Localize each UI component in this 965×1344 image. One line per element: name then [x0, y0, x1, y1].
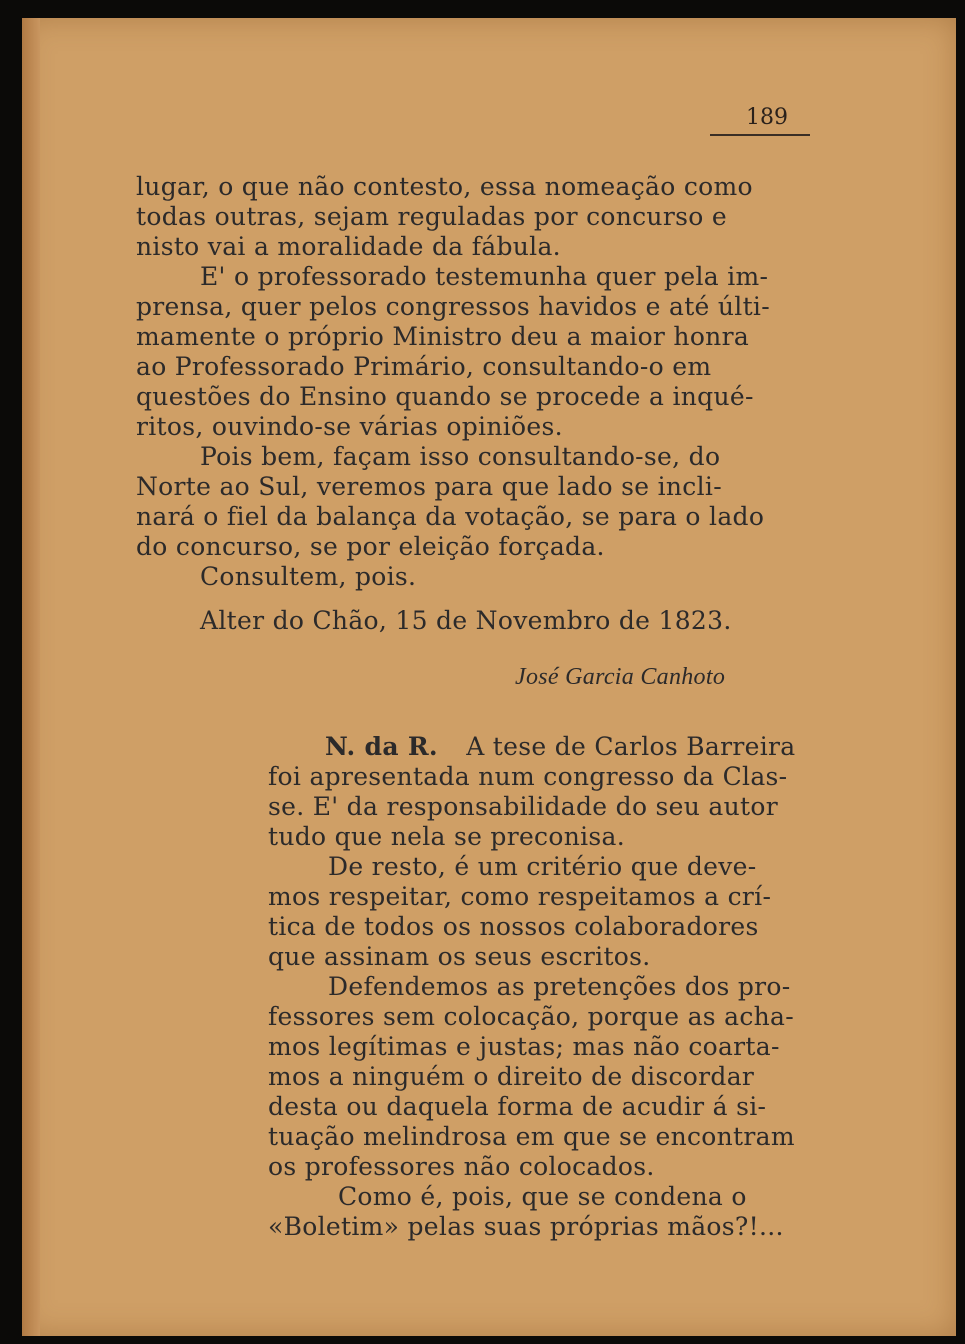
place-date: Alter do Chão, 15 de Novembro de 1823.	[200, 606, 732, 635]
text-line: mos respeitar, como respeitamos a crí-	[268, 882, 772, 911]
text-line: se. E' da responsabilidade do seu autor	[268, 792, 778, 821]
text-line: ritos, ouvindo-se várias opiniões.	[136, 412, 563, 441]
text-line: Defendemos as pretenções dos pro-	[328, 972, 791, 1001]
note-first-line	[325, 732, 795, 762]
text-line: os professores não colocados.	[268, 1152, 655, 1181]
page-spine	[22, 18, 40, 1336]
text-line: mos legítimas e justas; mas não coarta-	[268, 1032, 780, 1061]
text-line: desta ou daquela forma de acudir á si-	[268, 1092, 767, 1121]
text-line: Norte ao Sul, veremos para que lado se incli-	[136, 472, 722, 501]
text-line: nisto vai a moralidade da fábula.	[136, 232, 561, 261]
text-line: fessores sem colocação, porque as acha-	[268, 1002, 795, 1031]
text-line: Como é, pois, que se condena o	[338, 1182, 747, 1211]
text-line: mos a ninguém o direito de discordar	[268, 1062, 755, 1091]
header-rule	[710, 134, 810, 136]
author-signature: José Garcia Canhoto	[515, 664, 726, 690]
note-first-text: A tese de Carlos Barreira	[466, 732, 796, 761]
text-line: todas outras, sejam reguladas por concurso e	[136, 202, 727, 231]
text-line: tudo que nela se preconisa.	[268, 822, 625, 851]
text-line: De resto, é um critério que deve-	[328, 852, 757, 881]
text-line: tica de todos os nossos colaboradores	[268, 912, 759, 941]
text-line: nará o fiel da balança da votação, se para o lado	[136, 502, 765, 531]
text-line: tuação melindrosa em que se encontram	[268, 1122, 795, 1151]
text-line: «Boletim» pelas suas próprias mãos?!...	[268, 1212, 784, 1241]
text-line: mamente o próprio Ministro deu a maior honra	[136, 322, 750, 351]
text-line: Consultem, pois.	[200, 562, 417, 591]
text-line: lugar, o que não contesto, essa nomeação como	[136, 172, 753, 201]
page-number: 189	[746, 105, 788, 130]
text-line: que assinam os seus escritos.	[268, 942, 651, 971]
text-line: prensa, quer pelos congressos havidos e até últi-	[136, 292, 770, 321]
text-line: E' o professorado testemunha quer pela im-	[200, 262, 769, 291]
text-line: Pois bem, façam isso consultando-se, do	[200, 442, 721, 471]
text-line: questões do Ensino quando se procede a inqué-	[136, 382, 754, 411]
text-line: ao Professorado Primário, consultando-o em	[136, 352, 712, 381]
note-label: N. da R.	[325, 732, 438, 761]
text-line: do concurso, se por eleição forçada.	[136, 532, 605, 561]
text-line: foi apresentada num congresso da Clas-	[268, 762, 788, 791]
